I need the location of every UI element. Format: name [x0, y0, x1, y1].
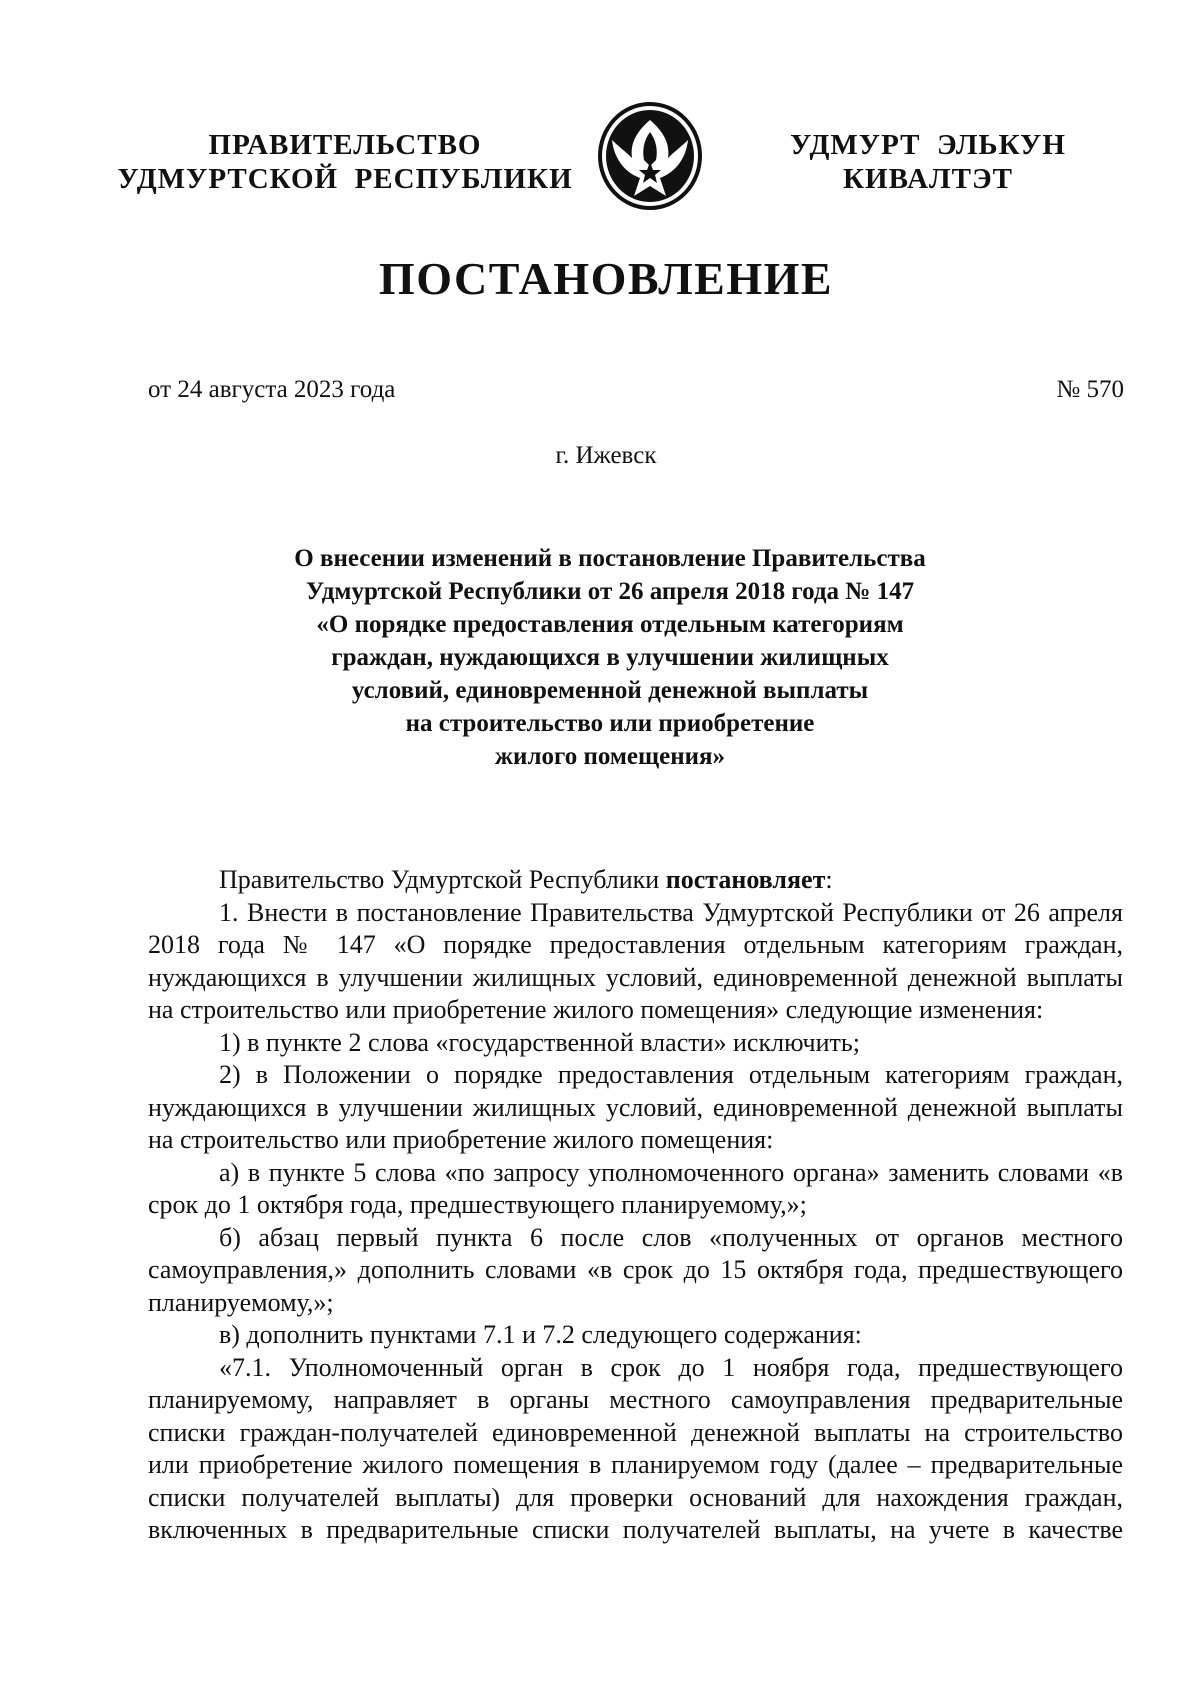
document-date: от 24 августа 2023 года — [148, 376, 396, 403]
subject-line: Удмуртской Республики от 26 апреля 2018 года № 147 — [305, 578, 915, 605]
body-paragraph: в) дополнить пунктами 7.1 и 7.2 следующего содержания: — [219, 1320, 862, 1349]
document-city: г. Ижевск — [555, 442, 657, 469]
udmurt-coat-of-arms-icon — [596, 100, 704, 212]
body-paragraph: «7.1. Уполномоченный орган в срок до 1 ноября года, предшествующего планируемому, направляет в органы местного самоуправления предварительные списки граждан-получателей единовременной денежной выплаты на строительство или приобретение жилого помещения в планируемом году (далее – предварительные списки получателей выплаты) для проверки оснований для нахождения граждан, включенных в предварительные списки получателей выплаты, на учете в качестве — [148, 1352, 1123, 1544]
body-paragraph: 1. Внести в постановление Правительства Удмуртской Республики от 26 апреля 2018 года № 147 «О порядке предоставления отдельным категориям граждан, нуждающихся в улучшении жилищных условий, единовременной денежной выплаты на строительство или приобретение жилого помещения» следующие изменения: — [148, 897, 1123, 1024]
body-paragraph: а) в пункте 5 слова «по запросу уполномоченного органа» заменить словами «в срок до 1 октября года, предшествующего планируемому,»; — [148, 1157, 1123, 1219]
document-number: № 570 — [1056, 376, 1124, 403]
intro-text: Правительство Удмуртской Республики — [219, 865, 666, 894]
intro-keyword: постановляет — [665, 865, 826, 894]
document-body — [148, 864, 1123, 1547]
body-paragraph: 2) в Положении о порядке предоставления отдельным категориям граждан, нуждающихся в улучшении жилищных условий, единовременной денежной выплаты на строительство или приобретение жилого помещения: — [148, 1060, 1123, 1154]
document-subject — [200, 542, 1020, 773]
body-paragraph: б) абзац первый пункта 6 после слов «полученных от органов местного самоуправления,» дополнить словами «в срок до 15 октября года, предшествующего планируемому,»; — [148, 1222, 1123, 1317]
header-right-line-1: УДМУРТ ЭЛЬКУН — [790, 129, 1066, 161]
subject-line: жилого помещения» — [494, 743, 726, 770]
header-left-line-1: ПРАВИТЕЛЬСТВО — [208, 129, 482, 161]
subject-line: О внесении изменений в постановление Правительства — [294, 545, 926, 572]
header-left-line-2: УДМУРТСКОЙ РЕСПУБЛИКИ — [117, 163, 573, 195]
subject-line: на строительство или приобретение — [405, 710, 815, 737]
document-title: ПОСТАНОВЛЕНИЕ — [378, 253, 834, 304]
body-paragraph: 1) в пункте 2 слова «государственной власти» исключить; — [219, 1027, 860, 1057]
subject-line: «О порядке предоставления отдельным категориям — [316, 611, 904, 638]
subject-line: условий, единовременной денежной выплаты — [351, 677, 869, 704]
intro-end: : — [825, 865, 833, 894]
subject-line: граждан, нуждающихся в улучшении жилищных — [331, 644, 889, 671]
header-right-line-2: КИВАЛТЭТ — [842, 163, 1013, 195]
header-left — [115, 128, 575, 196]
header-right — [778, 128, 1078, 196]
body-intro — [148, 864, 1123, 897]
